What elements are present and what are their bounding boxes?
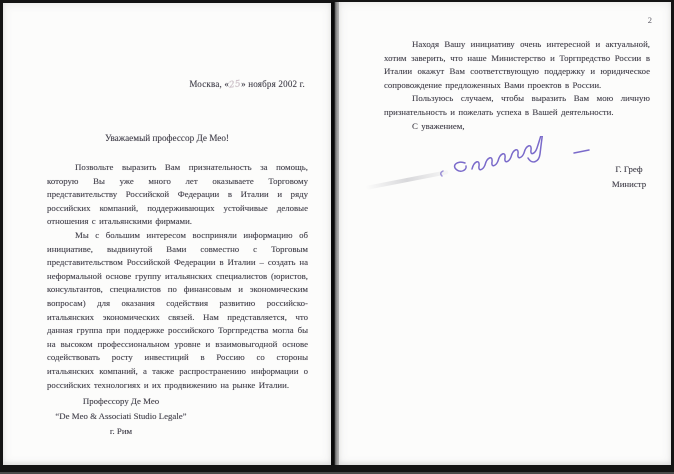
page-divider: [331, 2, 339, 465]
paragraph: Находя Вашу инициативу очень интересной и актуальной, хотим заверить, что наше Министерство и Торгпредство России в Италии окажут Вам соответствующую поддержку и юридическое сопровождение предложенных Вами проектов в России.: [384, 39, 650, 90]
closing-line: С уважением,: [412, 120, 465, 131]
addressee-block: [21, 394, 221, 439]
salutation: Уважаемый профессор Де Мео!: [104, 133, 229, 143]
dateline-suffix: » ноября 2002 г.: [241, 79, 305, 89]
handwritten-day: 25: [228, 79, 242, 91]
page2-body: [384, 38, 650, 133]
page1-body: [47, 161, 308, 392]
addressee-firm: “De Meo & Associati Studio Legale”: [55, 411, 187, 421]
paragraph: Пользуюсь случаем, чтобы выразить Вам мою личную признательность и пожелать успеха в Вашей деятельности.: [384, 93, 650, 117]
signer-block: [591, 162, 667, 192]
signer-name: Г. Греф: [615, 164, 643, 174]
paragraph: Мы с большим интересом восприняли информацию об инициативе, выдвинутой Вами совместно с Торговым представительством Российской Федерации в Италии – создать на неформальной основе группу итальянских специалистов (юристов, консультантов, специалистов по финансовым и экономическим вопросам) для оказания содействия развитию российско-итальянских экономических связей. Нам представляется, что данная группа при поддержке российского Торгпредства могла бы на высоком профессиональном уровне и взаимовыгодной основе содействовать росту инвестиций в Россию со стороны итальянских компаний, а также распространению информации о российских технологиях и их продвижению на рынке Италии.: [47, 229, 308, 390]
letter-page-2: [339, 2, 671, 465]
dateline-prefix: Москва, «: [189, 79, 230, 89]
addressee-city: г. Рим: [109, 426, 133, 436]
letter-page-1: [3, 3, 331, 465]
signer-title: Министр: [611, 179, 647, 189]
addressee-name: Профессору Де Мео: [82, 396, 160, 406]
dateline: [189, 79, 305, 90]
page-number: 2: [647, 15, 652, 25]
paragraph: Позвольте выразить Вам признательность за помощь, которую Вы уже много лет оказываете Торговому представительству Российской Федерации в Италии и ряду российских компаний, поддерживающих устойчивые деловые отношения с итальянскими фирмами.: [47, 162, 308, 227]
handwritten-signature-icon: [434, 136, 604, 198]
